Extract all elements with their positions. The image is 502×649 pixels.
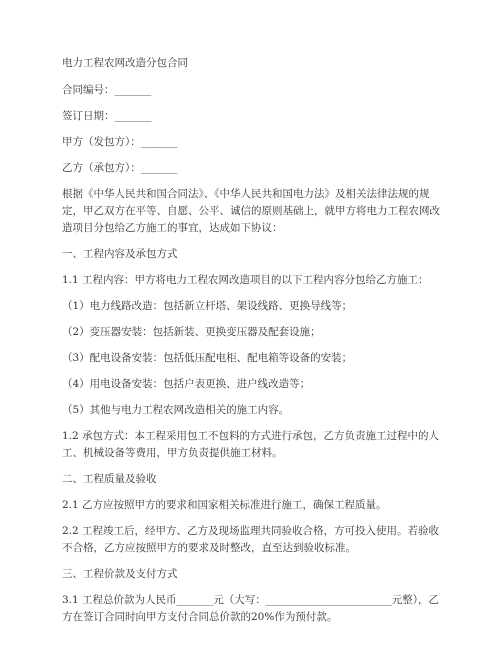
clause-item: （1）电力线路改造：包括新立杆塔、架设线路、更换导线等；	[62, 300, 353, 312]
section-heading: 二、工程质量及验收	[62, 473, 157, 485]
clause-item: （4）用电设备安装：包括户表更换、进户线改造等；	[62, 378, 311, 390]
clause-paragraph: 1.1 工程内容：甲方将电力工程农网改造项目的以下工程内容分包给乙方施工：	[62, 274, 429, 286]
party-b-field: 乙方（承包方）：_______	[62, 162, 178, 174]
document-title: 电力工程农网改造分包合同	[62, 57, 188, 69]
clause-paragraph: 2.2 工程竣工后，经甲方、乙方及现场监理共同验收合格，方可投入使用。若验收不合格，乙方应按照甲方的要求及时整改，直至达到验收标准。	[62, 525, 440, 554]
clause-paragraph: 3.1 工程总价款为人民币_______元（大写：________________________元整），乙方在签订合同时向甲方支付合同总价款的20%作为预付款。	[62, 594, 440, 623]
clause-item: （3）配电设备安装：包括低压配电柜、配电箱等设备的安装；	[62, 352, 353, 364]
clause-paragraph: 2.1 乙方应按照甲方的要求和国家相关标准进行施工，确保工程质量。	[62, 499, 387, 511]
clause-item: （2）变压器安装：包括新装、更换变压器及配套设施；	[62, 326, 321, 338]
sign-date-field: 签订日期：_______	[62, 110, 152, 122]
clause-paragraph: 1.2 承包方式：本工程采用包工不包料的方式进行承包，乙方负责施工过程中的人工、机械设备等费用，甲方负责提供施工材料。	[62, 430, 440, 459]
contract-number-field: 合同编号：_______	[62, 84, 152, 96]
preamble-paragraph: 根据《中华人民共和国合同法》、《中华人民共和国电力法》及相关法律法规的规定，甲乙双方在平等、自愿、公平、诚信的原则基础上，就甲方将电力工程农网改造项目分包给乙方施工的事宜，达成如下协议：	[62, 188, 440, 234]
clause-item: （5）其他与电力工程农网改造相关的施工内容。	[62, 404, 290, 416]
party-a-field: 甲方（发包方）：_______	[62, 136, 178, 148]
section-heading: 三、工程价款及支付方式	[62, 568, 178, 580]
section-heading: 一、工程内容及承包方式	[62, 248, 178, 260]
contract-document	[62, 55, 440, 635]
